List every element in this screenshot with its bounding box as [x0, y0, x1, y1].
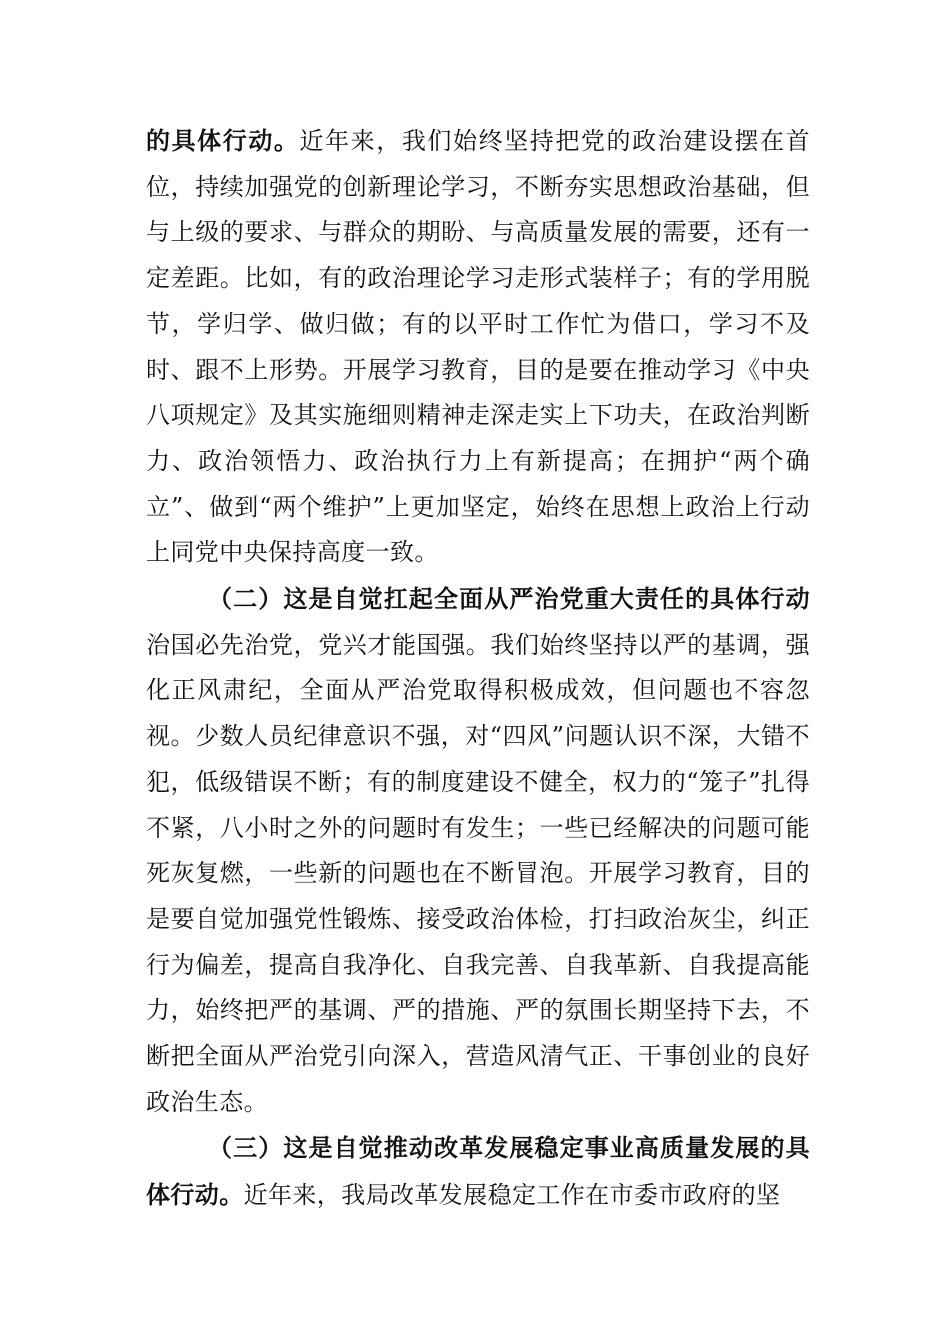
section-2-heading: （二）这是自觉扛起全面从严治党重大责任的具体行动 — [208, 584, 810, 614]
paragraph-2 — [146, 576, 810, 1125]
section-3-heading: （三）这是自觉推动改革发展稳定事业高质量发展的具体行动。 — [146, 1133, 810, 1210]
paragraph-1 — [146, 118, 810, 576]
paragraph-3 — [146, 1125, 810, 1218]
paragraph-2-text: 治国必先治党，党兴才能国强。我们始终坚持以严的基调，强化正风肃纪，全面从严治党取得积极成效，但问题也不容忽视。少数人员纪律意识不强，对“四风”问题认识不深，大错不犯，低级错误不断；有的制度建设不健全，权力的“笼子”扎得不紧，八小时之外的问题时有发生；一些已经解决的问题可能死灰复燃，一些新的问题也在不断冒泡。开展学习教育，目的是要自觉加强党性锻炼、接受政治体检，打扫政治灰尘，纠正行为偏差，提高自我净化、自我完善、自我革新、自我提高能力，始终把严的基调、严的措施、严的氛围长期坚持下去，不断把全面从严治党引向深入，营造风清气正、干事创业的良好政治生态。 — [146, 630, 810, 1116]
paragraph-1-lead: 的具体行动。 — [146, 126, 300, 155]
paragraph-1-text: 近年来，我们始终坚持把党的政治建设摆在首位，持续加强党的创新理论学习，不断夯实思想政治基础，但与上级的要求、与群众的期盼、与高质量发展的需要，还有一定差距。比如，有的政治理论学习走形式装样子；有的学用脱节，学归学、做归做；有的以平时工作忙为借口，学习不及时、跟不上形势。开展学习教育，目的是要在推动学习《中央八项规定》及其实施细则精神走深走实上下功夫，在政治判断力、政治领悟力、政治执行力上有新提高；在拥护“两个确立”、做到“两个维护”上更加坚定，始终在思想上政治上行动上同党中央保持高度一致。 — [146, 127, 811, 567]
document-body — [146, 118, 810, 1219]
paragraph-3-text: 近年来，我局改革发展稳定工作在市委市政府的坚 — [243, 1181, 781, 1210]
